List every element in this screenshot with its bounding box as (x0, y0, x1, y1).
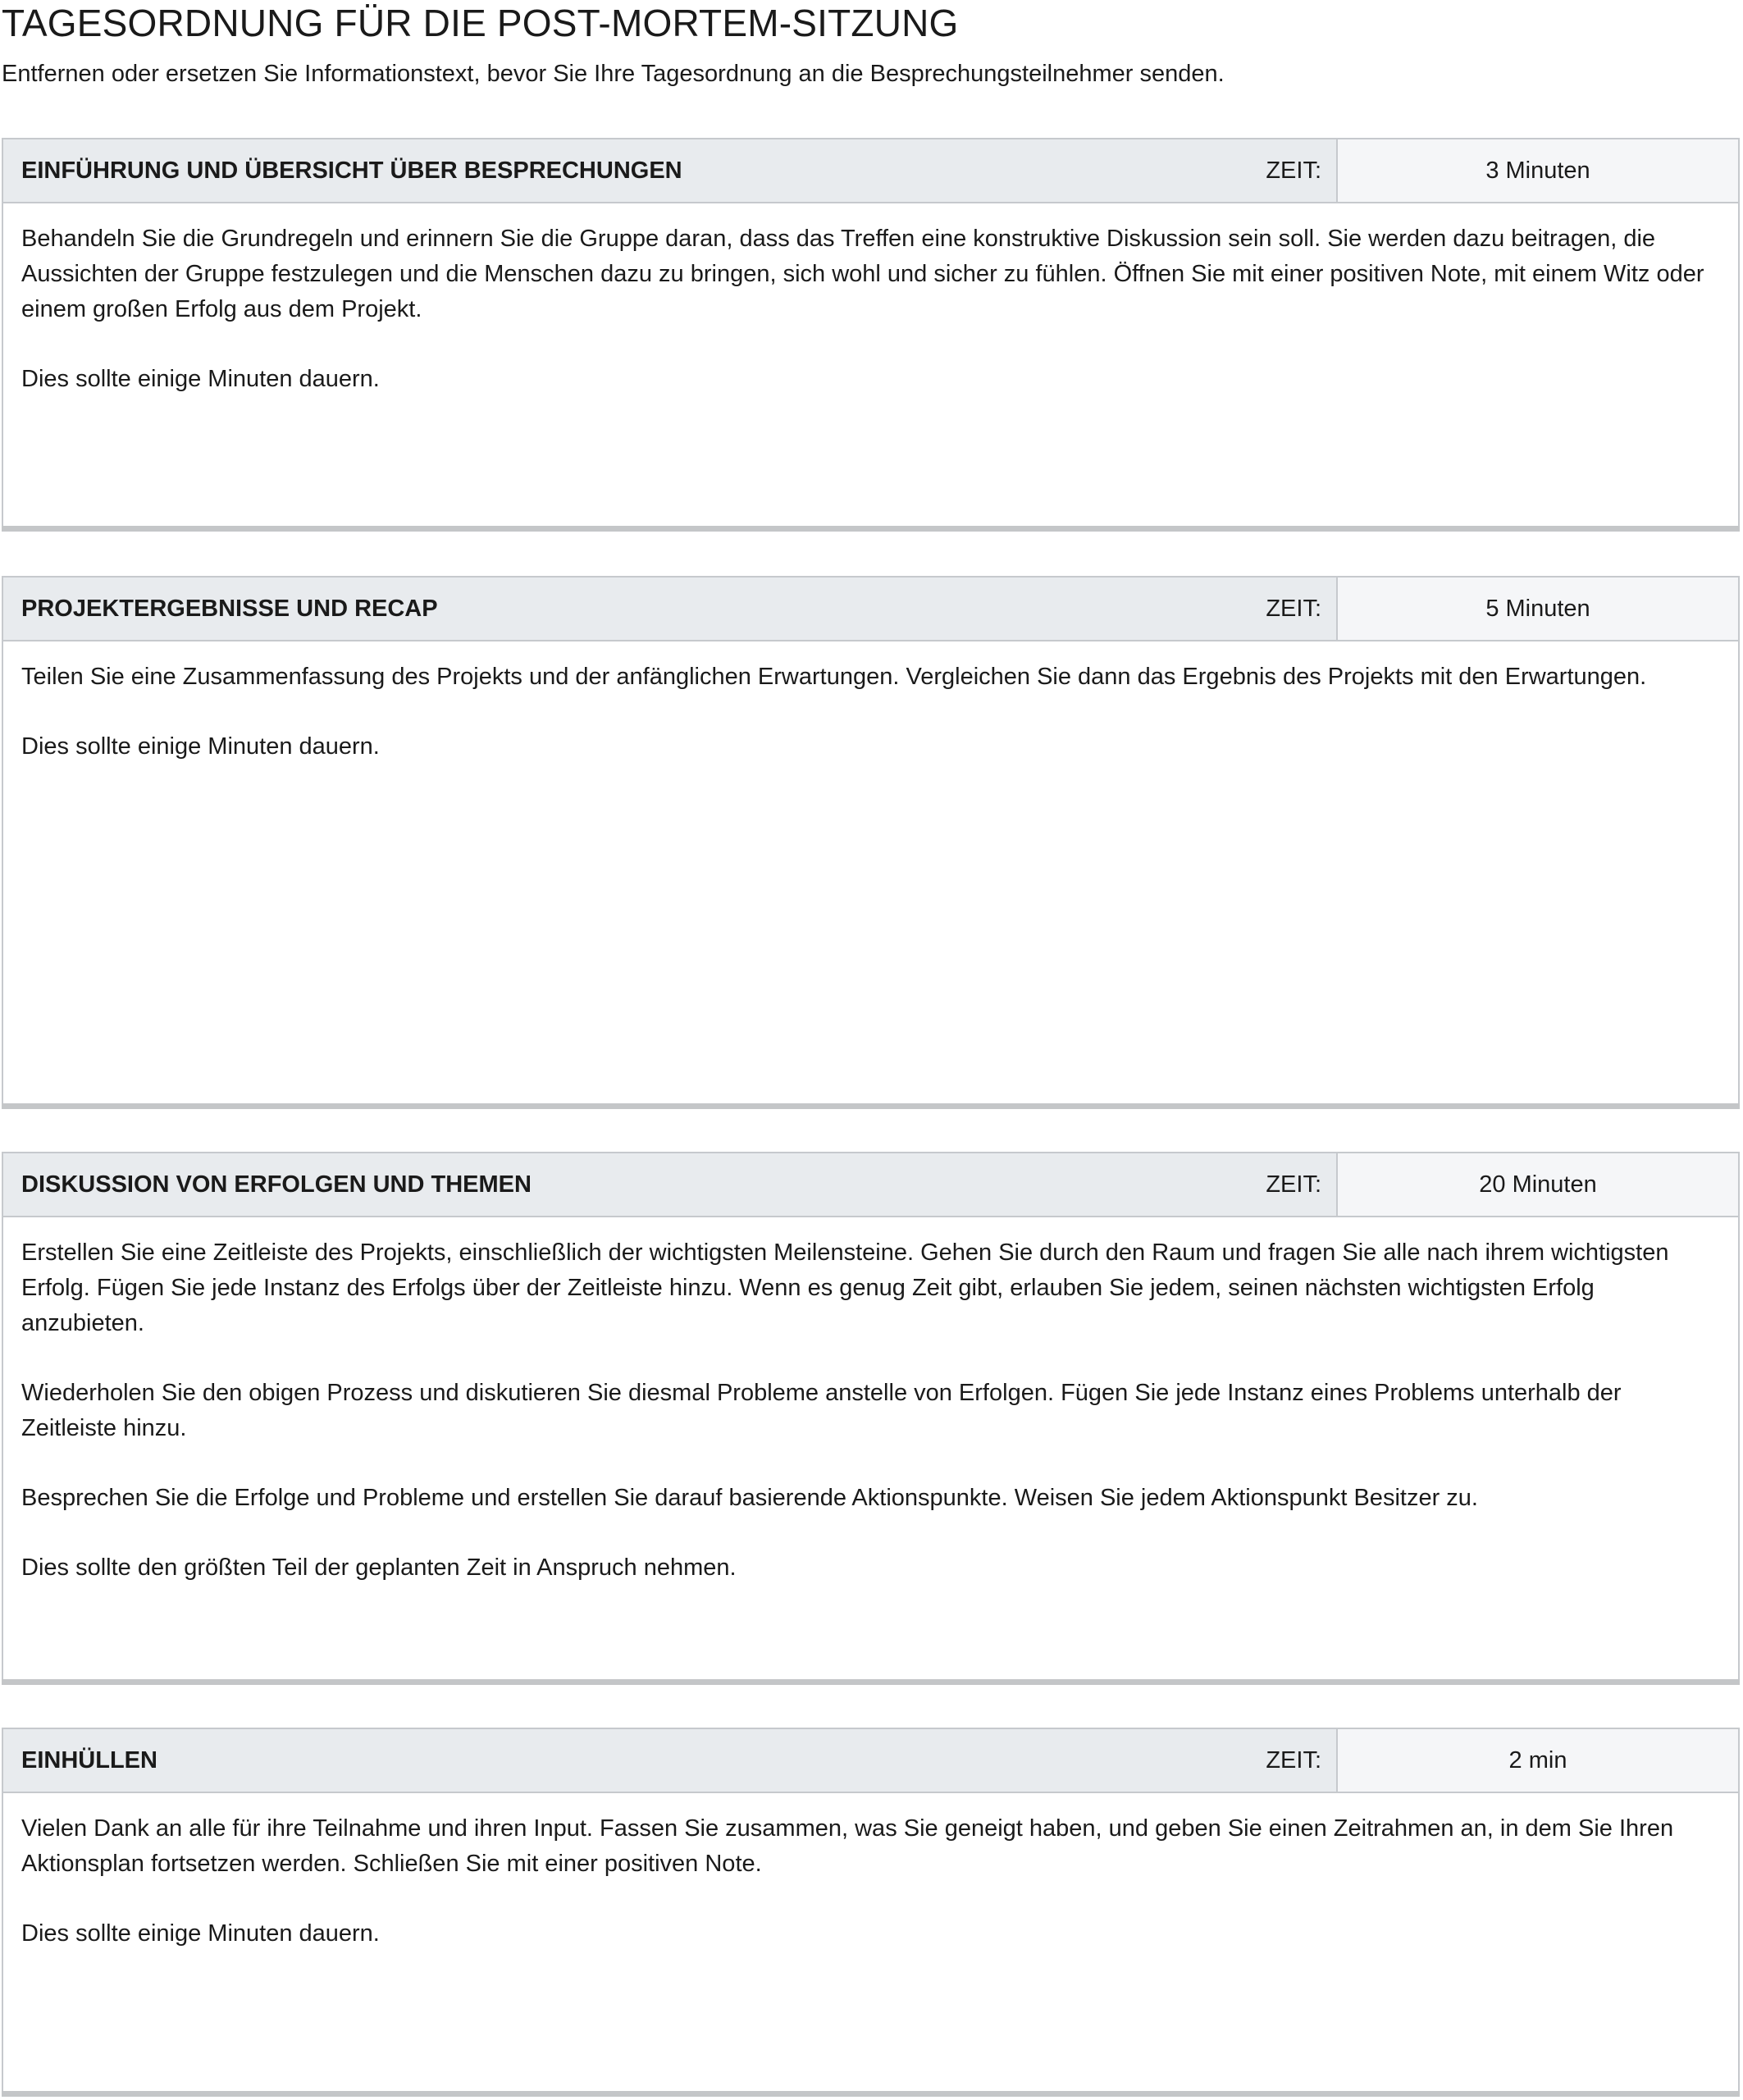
time-value: 20 Minuten (1336, 1153, 1738, 1216)
page-subtitle: Entfernen oder ersetzen Sie Informationstext, bevor Sie Ihre Tagesordnung an die Besprechungsteilnehmer senden. (2, 61, 1225, 87)
time-label: ZEIT: (1266, 1746, 1321, 1774)
page-title: TAGESORDNUNG FÜR DIE POST-MORTEM-SITZUNG (2, 2, 959, 44)
section-paragraph: Wiederholen Sie den obigen Prozess und diskutieren Sie diesmal Probleme anstelle von Erfolgen. Fügen Sie jede Instanz eines Problems unterhalb der Zeitleiste hinzu. (21, 1380, 1622, 1441)
time-label: ZEIT: (1266, 595, 1321, 622)
time-value: 5 Minuten (1336, 578, 1738, 640)
section-title: PROJEKTERGEBNISSE UND RECAP (21, 595, 438, 622)
section-paragraph: Erstellen Sie eine Zeitleiste des Projekts, einschließlich der wichtigsten Meilensteine. Gehen Sie durch den Raum und fragen Sie alle nach ihrem wichtigsten Erfolg. Fügen Sie jede Instanz des Erfolgs über der Zeitleiste hinzu. Wenn es genug Zeit gibt, erlauben Sie jedem, seinen nächsten wichtigsten Erfolg anzubieten. (21, 1239, 1669, 1336)
time-value: 2 min (1336, 1729, 1738, 1792)
section-paragraph: Dies sollte einige Minuten dauern. (21, 1920, 380, 1947)
section-paragraph: Teilen Sie eine Zusammenfassung des Projekts und der anfänglichen Erwartungen. Vergleichen Sie dann das Ergebnis des Projekts mit den Erwartungen. (21, 664, 1647, 690)
section-header (3, 578, 1738, 641)
time-label: ZEIT: (1266, 1171, 1321, 1198)
section-paragraph: Vielen Dank an alle für ihre Teilnahme und ihren Input. Fassen Sie zusammen, was Sie geneigt haben, und geben Sie einen Zeitrahmen an, in dem Sie Ihren Aktionsplan fortsetzen werden. Schließen Sie mit einer positiven Note. (21, 1815, 1674, 1877)
section-title: DISKUSSION VON ERFOLGEN UND THEMEN (21, 1171, 532, 1198)
agenda-section (2, 576, 1740, 1109)
section-header (3, 1729, 1738, 1793)
section-body (3, 1793, 1738, 1952)
section-header (3, 139, 1738, 203)
section-body (3, 203, 1738, 397)
section-body (3, 641, 1738, 765)
section-body (3, 1217, 1738, 1586)
section-title: EINFÜHRUNG UND ÜBERSICHT ÜBER BESPRECHUNGEN (21, 157, 682, 184)
agenda-section (2, 138, 1740, 532)
section-header (3, 1153, 1738, 1217)
time-value: 3 Minuten (1336, 139, 1738, 202)
section-paragraph: Dies sollte einige Minuten dauern. (21, 366, 380, 392)
agenda-section (2, 1152, 1740, 1685)
agenda-section (2, 1728, 1740, 2097)
section-title: EINHÜLLEN (21, 1746, 157, 1774)
section-paragraph: Dies sollte einige Minuten dauern. (21, 733, 380, 760)
section-paragraph: Dies sollte den größten Teil der geplanten Zeit in Anspruch nehmen. (21, 1554, 737, 1581)
section-paragraph: Behandeln Sie die Grundregeln und erinnern Sie die Gruppe daran, dass das Treffen eine konstruktive Diskussion sein soll. Sie werden dazu beitragen, die Aussichten der Gruppe festzulegen und die Menschen dazu zu bringen, sich wohl und sicher zu fühlen. Öffnen Sie mit einer positiven Note, mit einem Witz oder einem großen Erfolg aus dem Projekt. (21, 226, 1704, 322)
section-paragraph: Besprechen Sie die Erfolge und Probleme und erstellen Sie darauf basierende Aktionspunkte. Weisen Sie jedem Aktionspunkt Besitzer zu. (21, 1485, 1478, 1511)
time-label: ZEIT: (1266, 157, 1321, 184)
